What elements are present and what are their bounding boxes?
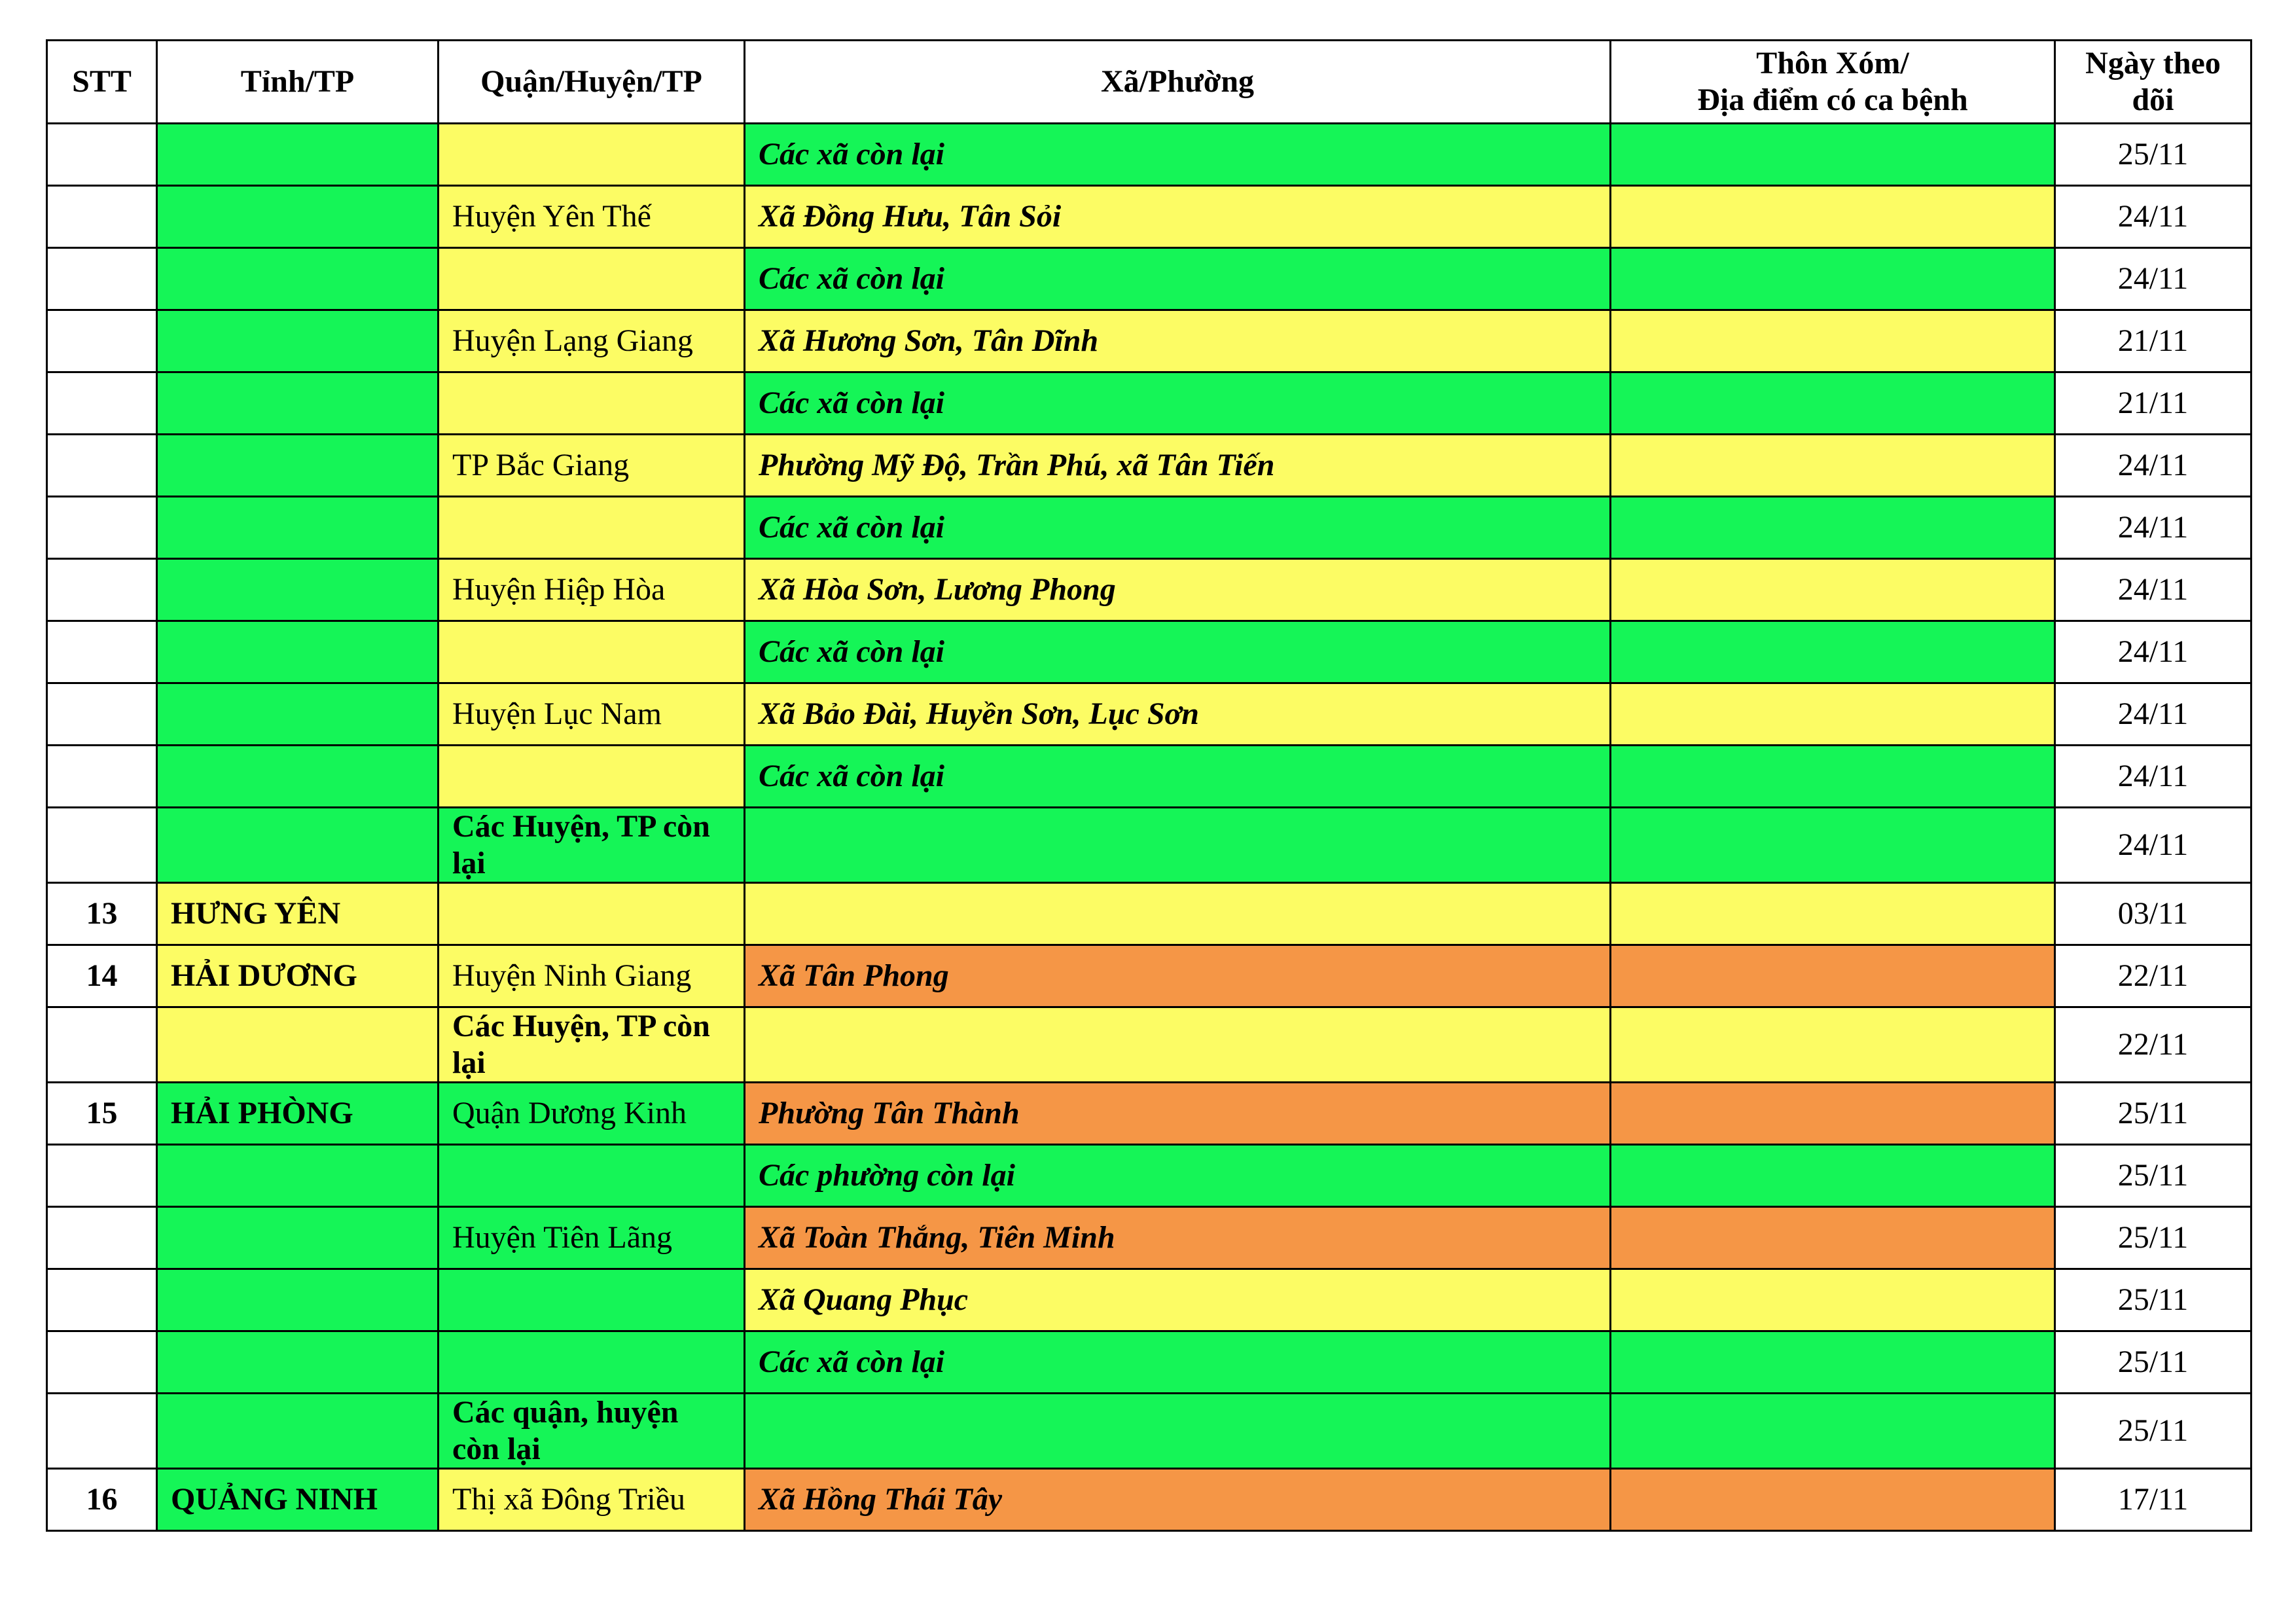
- district-cell: Huyện Hiệp Hòa: [439, 559, 745, 621]
- stt-cell: [47, 497, 157, 559]
- stt-cell: [47, 683, 157, 746]
- hamlet-cell: [1611, 497, 2055, 559]
- hamlet-cell: [1611, 621, 2055, 683]
- table-row: [47, 1469, 2251, 1531]
- district-cell: [439, 124, 745, 186]
- date-cell: 25/11: [2055, 1394, 2251, 1469]
- date-cell: 24/11: [2055, 683, 2251, 746]
- stt-cell: [47, 310, 157, 372]
- province-cell: HƯNG YÊN: [157, 883, 439, 945]
- district-cell: Huyện Lục Nam: [439, 683, 745, 746]
- date-cell: 25/11: [2055, 1269, 2251, 1331]
- hamlet-cell: [1611, 248, 2055, 310]
- hamlet-cell: [1611, 1007, 2055, 1083]
- stt-cell: [47, 1007, 157, 1083]
- ward-cell: Xã Hồng Thái Tây: [745, 1469, 1611, 1531]
- ward-cell: Các xã còn lại: [745, 248, 1611, 310]
- table-row: [47, 1083, 2251, 1145]
- stt-cell: [47, 372, 157, 435]
- epidemic-status-table-page: [46, 39, 2250, 1532]
- ward-cell: Xã Bảo Đài, Huyền Sơn, Lục Sơn: [745, 683, 1611, 746]
- date-cell: 25/11: [2055, 1207, 2251, 1269]
- district-cell: Huyện Ninh Giang: [439, 945, 745, 1007]
- table-row: [47, 186, 2251, 248]
- district-cell: [439, 621, 745, 683]
- province-cell: [157, 1394, 439, 1469]
- epidemic-status-table: [46, 39, 2252, 1532]
- hamlet-cell: [1611, 124, 2055, 186]
- hamlet-cell: [1611, 1394, 2055, 1469]
- stt-cell: [47, 559, 157, 621]
- stt-cell: 14: [47, 945, 157, 1007]
- ward-cell: Xã Toàn Thắng, Tiên Minh: [745, 1207, 1611, 1269]
- province-cell: [157, 310, 439, 372]
- ward-cell: [745, 1007, 1611, 1083]
- date-cell: 24/11: [2055, 559, 2251, 621]
- ward-cell: [745, 883, 1611, 945]
- table-row: [47, 559, 2251, 621]
- hamlet-cell: [1611, 186, 2055, 248]
- province-cell: [157, 1331, 439, 1394]
- date-cell: 24/11: [2055, 497, 2251, 559]
- province-cell: QUẢNG NINH: [157, 1469, 439, 1531]
- date-cell: 21/11: [2055, 372, 2251, 435]
- date-cell: 24/11: [2055, 435, 2251, 497]
- ward-cell: [745, 808, 1611, 883]
- stt-cell: [47, 808, 157, 883]
- date-cell: 24/11: [2055, 808, 2251, 883]
- district-cell: [439, 883, 745, 945]
- district-cell: [439, 1269, 745, 1331]
- date-cell: 21/11: [2055, 310, 2251, 372]
- hamlet-cell: [1611, 1145, 2055, 1207]
- header-stt: STT: [47, 41, 157, 124]
- district-cell: [439, 248, 745, 310]
- date-cell: 24/11: [2055, 248, 2251, 310]
- hamlet-cell: [1611, 883, 2055, 945]
- hamlet-cell: [1611, 1207, 2055, 1269]
- stt-cell: [47, 621, 157, 683]
- date-cell: 25/11: [2055, 124, 2251, 186]
- hamlet-cell: [1611, 1331, 2055, 1394]
- province-cell: [157, 372, 439, 435]
- hamlet-cell: [1611, 1269, 2055, 1331]
- date-cell: 25/11: [2055, 1083, 2251, 1145]
- table-row: [47, 310, 2251, 372]
- district-cell: TP Bắc Giang: [439, 435, 745, 497]
- province-cell: [157, 435, 439, 497]
- hamlet-cell: [1611, 945, 2055, 1007]
- table-body: [47, 124, 2251, 1531]
- hamlet-cell: [1611, 435, 2055, 497]
- header-hamlet: [1611, 41, 2055, 124]
- table-row: [47, 1269, 2251, 1331]
- stt-cell: [47, 248, 157, 310]
- date-cell: 24/11: [2055, 621, 2251, 683]
- province-cell: [157, 1145, 439, 1207]
- district-cell: Các quận, huyện còn lại: [439, 1394, 745, 1469]
- header-date-line1: Ngày theo: [2085, 46, 2221, 81]
- stt-cell: [47, 1207, 157, 1269]
- province-cell: [157, 621, 439, 683]
- district-cell: Huyện Yên Thế: [439, 186, 745, 248]
- province-cell: [157, 1207, 439, 1269]
- table-row: [47, 945, 2251, 1007]
- table-row: [47, 497, 2251, 559]
- table-row: [47, 1145, 2251, 1207]
- district-cell: [439, 1331, 745, 1394]
- table-row: [47, 248, 2251, 310]
- header-date: [2055, 41, 2251, 124]
- province-cell: [157, 683, 439, 746]
- stt-cell: [47, 186, 157, 248]
- table-row: [47, 1207, 2251, 1269]
- stt-cell: [47, 1269, 157, 1331]
- hamlet-cell: [1611, 1469, 2055, 1531]
- date-cell: 25/11: [2055, 1331, 2251, 1394]
- hamlet-cell: [1611, 559, 2055, 621]
- hamlet-cell: [1611, 1083, 2055, 1145]
- ward-cell: Các xã còn lại: [745, 621, 1611, 683]
- district-cell: Thị xã Đông Triều: [439, 1469, 745, 1531]
- stt-cell: 15: [47, 1083, 157, 1145]
- header-date-line2: dõi: [2132, 82, 2174, 117]
- stt-cell: [47, 1145, 157, 1207]
- header-district: Quận/Huyện/TP: [439, 41, 745, 124]
- ward-cell: Các xã còn lại: [745, 124, 1611, 186]
- table-row: [47, 124, 2251, 186]
- ward-cell: Phường Tân Thành: [745, 1083, 1611, 1145]
- date-cell: 24/11: [2055, 186, 2251, 248]
- date-cell: 24/11: [2055, 746, 2251, 808]
- stt-cell: [47, 124, 157, 186]
- date-cell: 17/11: [2055, 1469, 2251, 1531]
- province-cell: [157, 746, 439, 808]
- ward-cell: Phường Mỹ Độ, Trần Phú, xã Tân Tiến: [745, 435, 1611, 497]
- header-province: Tỉnh/TP: [157, 41, 439, 124]
- province-cell: [157, 497, 439, 559]
- district-cell: [439, 746, 745, 808]
- header-ward: Xã/Phường: [745, 41, 1611, 124]
- hamlet-cell: [1611, 808, 2055, 883]
- header-row: [47, 41, 2251, 124]
- province-cell: HẢI DƯƠNG: [157, 945, 439, 1007]
- table-row: [47, 372, 2251, 435]
- hamlet-cell: [1611, 372, 2055, 435]
- stt-cell: [47, 746, 157, 808]
- date-cell: 22/11: [2055, 1007, 2251, 1083]
- table-row: [47, 883, 2251, 945]
- district-cell: Huyện Lạng Giang: [439, 310, 745, 372]
- table-row: [47, 683, 2251, 746]
- stt-cell: 16: [47, 1469, 157, 1531]
- ward-cell: Các xã còn lại: [745, 1331, 1611, 1394]
- table-row: [47, 1394, 2251, 1469]
- district-cell: Huyện Tiên Lãng: [439, 1207, 745, 1269]
- ward-cell: Các phường còn lại: [745, 1145, 1611, 1207]
- province-cell: [157, 808, 439, 883]
- ward-cell: Các xã còn lại: [745, 746, 1611, 808]
- ward-cell: Các xã còn lại: [745, 497, 1611, 559]
- ward-cell: Xã Đồng Hưu, Tân Sỏi: [745, 186, 1611, 248]
- stt-cell: [47, 435, 157, 497]
- district-cell: Các Huyện, TP còn lại: [439, 1007, 745, 1083]
- table-row: [47, 621, 2251, 683]
- hamlet-cell: [1611, 746, 2055, 808]
- stt-cell: [47, 1331, 157, 1394]
- date-cell: 22/11: [2055, 945, 2251, 1007]
- province-cell: [157, 1007, 439, 1083]
- district-cell: Quận Dương Kinh: [439, 1083, 745, 1145]
- province-cell: [157, 124, 439, 186]
- table-row: [47, 808, 2251, 883]
- district-cell: [439, 497, 745, 559]
- district-cell: [439, 1145, 745, 1207]
- district-cell: Các Huyện, TP còn lại: [439, 808, 745, 883]
- stt-cell: [47, 1394, 157, 1469]
- table-row: [47, 746, 2251, 808]
- province-cell: [157, 559, 439, 621]
- header-hamlet-line2: Địa điểm có ca bệnh: [1697, 82, 1968, 117]
- table-row: [47, 435, 2251, 497]
- hamlet-cell: [1611, 683, 2055, 746]
- date-cell: 25/11: [2055, 1145, 2251, 1207]
- ward-cell: Xã Hòa Sơn, Lương Phong: [745, 559, 1611, 621]
- province-cell: [157, 1269, 439, 1331]
- stt-cell: 13: [47, 883, 157, 945]
- table-row: [47, 1331, 2251, 1394]
- province-cell: [157, 186, 439, 248]
- ward-cell: Xã Tân Phong: [745, 945, 1611, 1007]
- district-cell: [439, 372, 745, 435]
- header-hamlet-line1: Thôn Xóm/: [1756, 46, 1909, 81]
- table-row: [47, 1007, 2251, 1083]
- date-cell: 03/11: [2055, 883, 2251, 945]
- hamlet-cell: [1611, 310, 2055, 372]
- ward-cell: [745, 1394, 1611, 1469]
- province-cell: [157, 248, 439, 310]
- ward-cell: Các xã còn lại: [745, 372, 1611, 435]
- ward-cell: Xã Quang Phục: [745, 1269, 1611, 1331]
- ward-cell: Xã Hương Sơn, Tân Dĩnh: [745, 310, 1611, 372]
- province-cell: HẢI PHÒNG: [157, 1083, 439, 1145]
